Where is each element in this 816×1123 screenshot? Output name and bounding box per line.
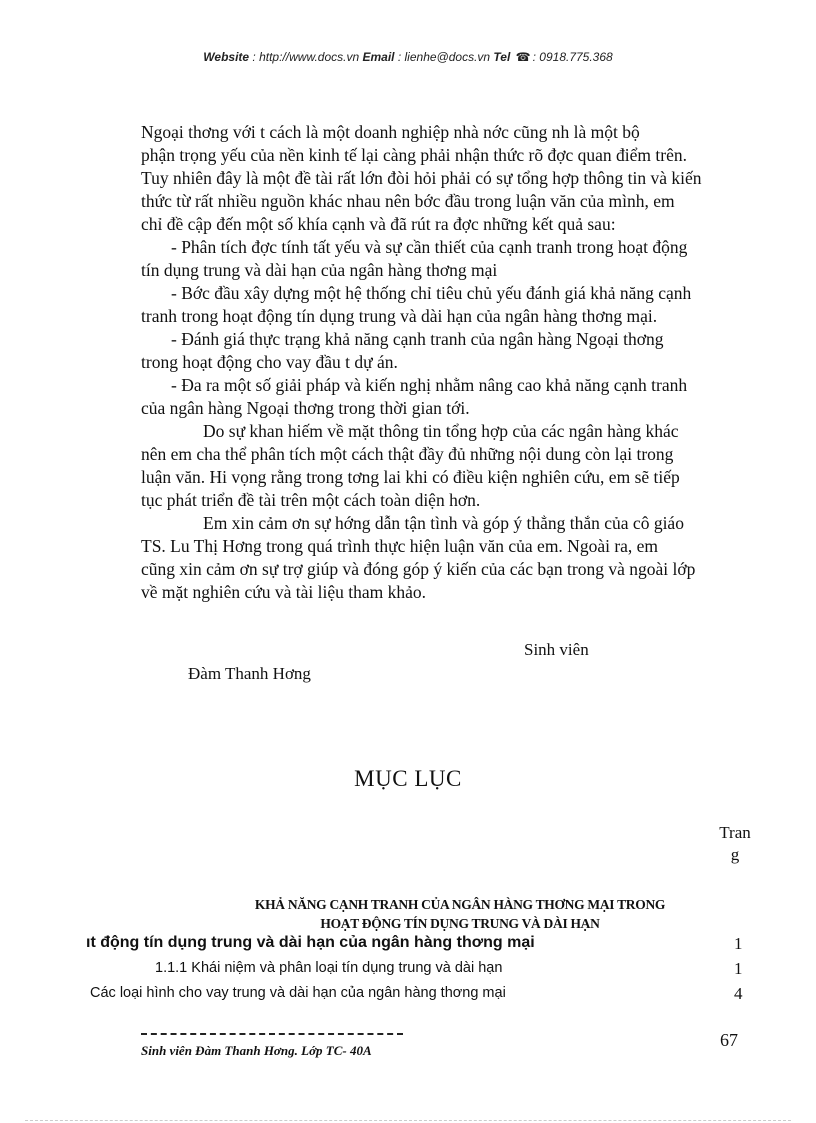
toc-page-column-label [710, 822, 760, 866]
page-bottom-divider [25, 1120, 791, 1121]
body-line: phận trọng yếu của nền kinh tế lại càng phải nhận thức rõ đợc quan điểm trên. [141, 145, 687, 165]
body-line: tục phát triển đề tài trên một cách toàn diện hơn. [141, 490, 481, 510]
toc-entry[interactable] [155, 960, 502, 977]
header-email-value: : lienhe@docs.vn [397, 50, 491, 64]
body-line: TS. Lu Thị Hơng trong quá trình thực hiện luận văn của em. Ngoài ra, em [141, 536, 659, 556]
toc-entry-page: 1 [734, 934, 743, 953]
toc-page-label-line-2: g [730, 845, 740, 864]
toc-entry-page: 1 [734, 959, 743, 978]
chapter-heading [180, 895, 740, 933]
page-header [0, 50, 816, 64]
result-bullet-3: - Đánh giá thực trạng khả năng cạnh tranh của ngân hàng Ngoại thơng [171, 329, 664, 349]
result-bullet-1: - Phân tích đợc tính tất yếu và sự cần thiết của cạnh tranh trong hoạt động [171, 237, 688, 257]
toc-entry-text: 1.1.1 Khái niệm và phân loại tín dụng trung và dài hạn [155, 960, 503, 976]
body-line: thức từ rất nhiều nguồn khác nhau nên bớc đầu trong luận văn của mình, em [141, 191, 675, 211]
result-bullet-1-cont: tín dụng trung và dài hạn của ngân hàng thơng mại [141, 260, 498, 280]
body-line: Ngoại thơng với t cách là một doanh nghiệp nhà nớc cũng nh là một bộ [141, 122, 640, 142]
header-website-label: Website [203, 50, 250, 64]
footer-author: Sinh viên Đàm Thanh Hơng. Lớp TC- 40A [141, 1043, 372, 1058]
body-line: Tuy nhiên đây là một đề tài rất lớn đòi hỏi phải có sự tổng hợp thông tin và kiến [141, 168, 702, 188]
result-bullet-2: - Bớc đầu xây dựng một hệ thống chỉ tiêu chủ yếu đánh giá khả năng cạnh [171, 283, 692, 303]
toc-entry-text: ıt động tín dụng trung và dài hạn của ngân hàng thơng mại [86, 934, 535, 951]
phone-icon: ☎ [515, 50, 531, 64]
body-line: Em xin cảm ơn sự hớng dẫn tận tình và góp ý thẳng thắn của cô giáo [203, 513, 684, 533]
page-number: 67 [720, 1030, 738, 1050]
body-line: về mặt nghiên cứu và tài liệu tham khảo. [141, 582, 427, 602]
signature-role: Sinh viên [524, 640, 589, 659]
toc-entry[interactable] [90, 985, 506, 1002]
signature-name: Đàm Thanh Hơng [188, 664, 311, 683]
toc-page-label-line-1: Tran [719, 823, 751, 842]
header-tel-value: : 0918.775.368 [532, 50, 613, 64]
toc-title: MỤC LỤC [354, 766, 462, 791]
body-line: luận văn. Hi vọng rằng trong tơng lai khi có điều kiện nghiên cứu, em sẽ tiếp [141, 467, 680, 487]
body-line: chỉ đề cập đến một số khía cạnh và đã rút ra đợc những kết quả sau: [141, 214, 616, 234]
header-email-label: Email [362, 50, 395, 64]
body-line: nên em cha thể phân tích một cách thật đầy đủ những nội dung còn lại trong [141, 444, 674, 464]
body-line: cũng xin cảm ơn sự trợ giúp và đóng góp ý kiến của các bạn trong và ngoài lớp [141, 559, 696, 579]
acknowledgement-body [141, 121, 741, 604]
result-bullet-3-cont: trong hoạt động cho vay đầu t dự án. [141, 352, 398, 372]
toc-entry-page: 4 [734, 984, 743, 1003]
footer-divider [141, 1033, 403, 1035]
header-tel-label: Tel [493, 50, 511, 64]
chapter-heading-line-2: HOẠT ĐỘNG TÍN DỤNG TRUNG VÀ DÀI HẠN [320, 916, 600, 931]
result-bullet-4-cont: của ngân hàng Ngoại thơng trong thời gian tới. [141, 398, 470, 418]
chapter-heading-line-1: KHẢ NĂNG CẠNH TRANH CỦA NGÂN HÀNG THƠNG MẠI TRONG [254, 897, 666, 912]
body-line: Do sự khan hiếm về mặt thông tin tổng hợp của các ngân hàng khác [203, 421, 679, 441]
toc-entry-text: Các loại hình cho vay trung và dài hạn của ngân hàng thơng mại [90, 985, 506, 1001]
result-bullet-2-cont: tranh trong hoạt động tín dụng trung và dài hạn của ngân hàng thơng mại. [141, 306, 658, 326]
header-website-value: : http://www.docs.vn [252, 50, 360, 64]
toc-entry[interactable] [86, 934, 535, 952]
result-bullet-4: - Đa ra một số giải pháp và kiến nghị nhằm nâng cao khả năng cạnh tranh [171, 375, 688, 395]
